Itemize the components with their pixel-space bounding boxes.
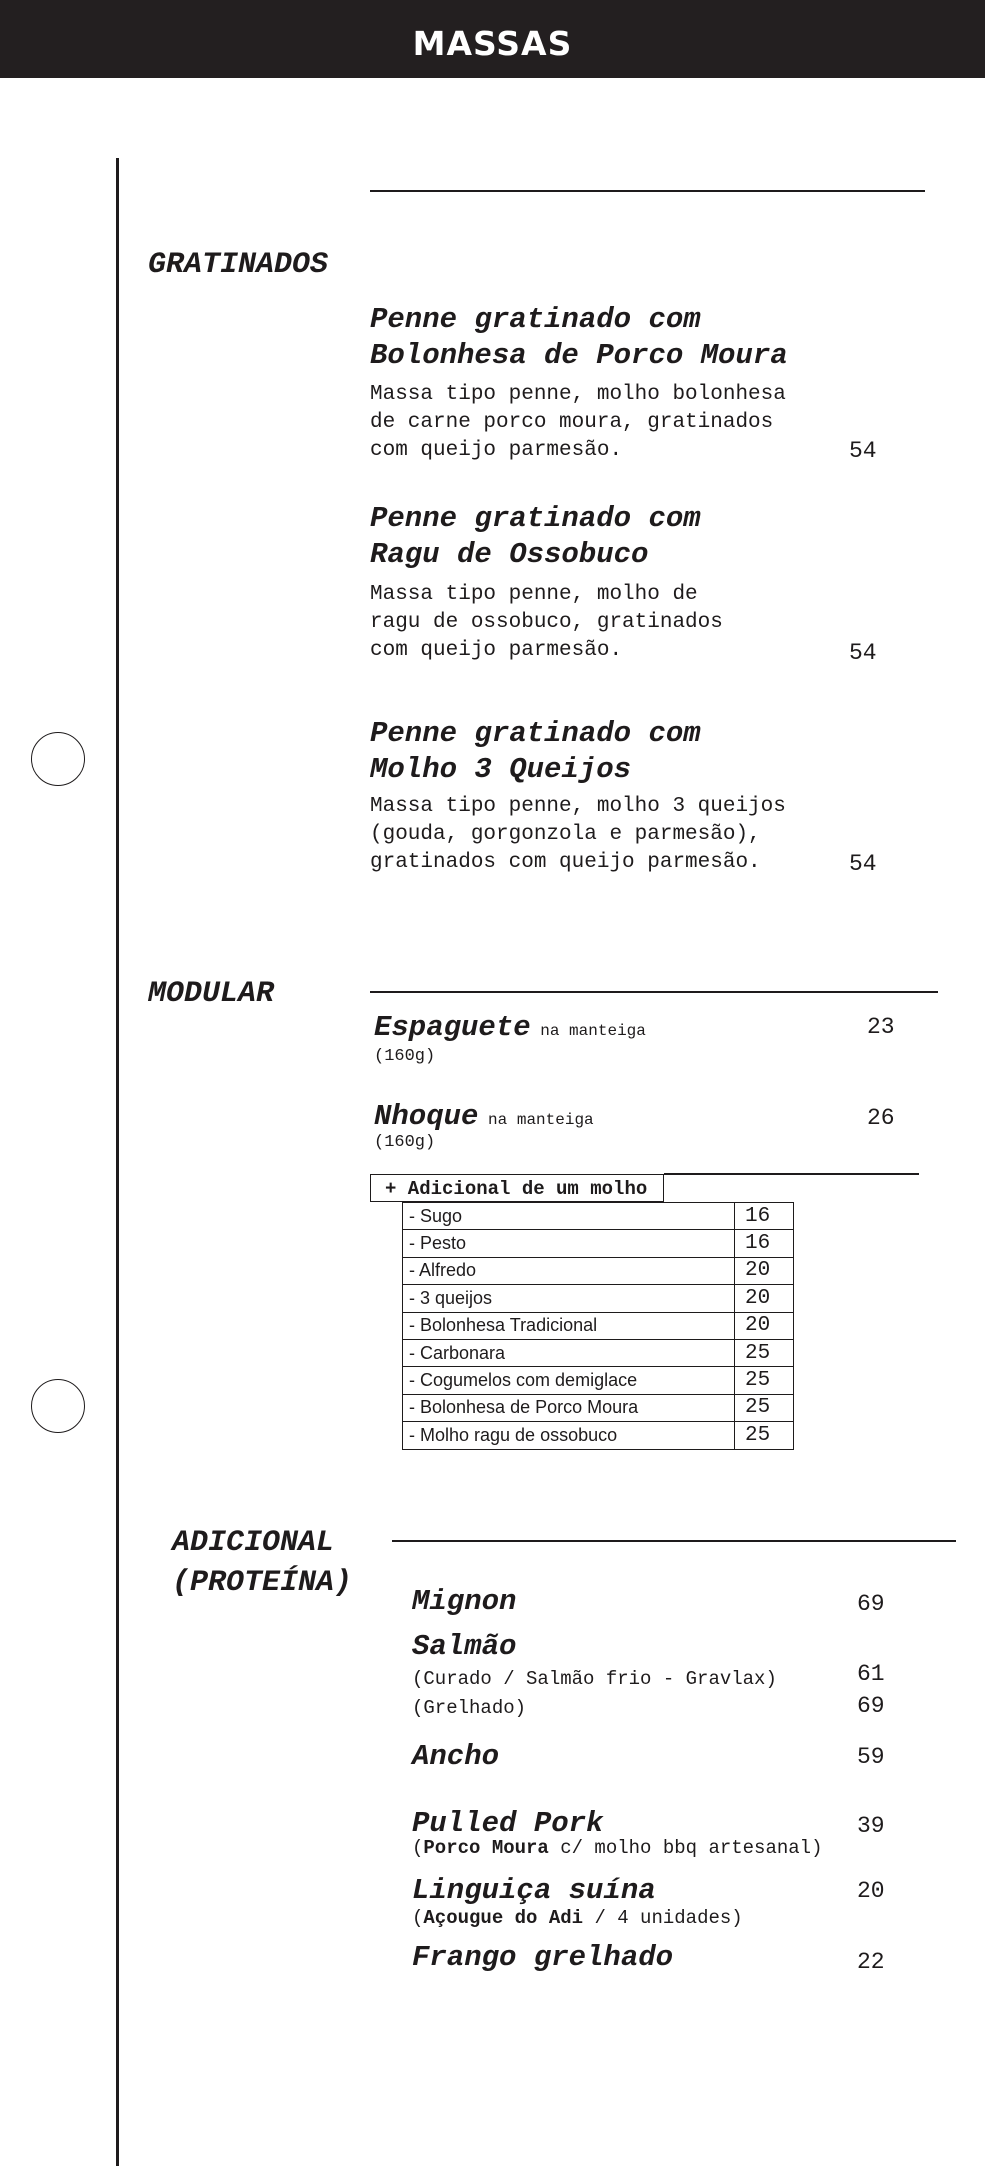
binder-hole — [31, 732, 85, 786]
sauce-price: 25 — [735, 1422, 794, 1449]
table-row — [403, 1339, 794, 1366]
protein-item-name: Pulled Pork — [412, 1807, 604, 1840]
sauce-price: 20 — [735, 1257, 794, 1284]
menu-item-description: Massa tipo penne, molho 3 queijos (gouda, gorgonzola e parmesão), gratinados com queijo parmesão. — [370, 795, 786, 874]
menu-item-name: Nhoque — [374, 1100, 479, 1133]
menu-item-espaguete — [374, 1010, 646, 1046]
protein-item-price: 61 — [857, 1661, 885, 1687]
menu-item-nhoque — [374, 1099, 594, 1135]
protein-item-price: 69 — [857, 1591, 885, 1617]
section-title-adicional: ADICIONAL (PROTEÍNA) — [172, 1526, 353, 1600]
protein-item-price: 59 — [857, 1744, 885, 1770]
table-row — [403, 1203, 794, 1230]
protein-item-option: (Grelhado) — [412, 1697, 527, 1719]
menu-item-price: 26 — [867, 1105, 895, 1131]
header-bar — [0, 0, 985, 78]
section-title-gratinados: GRATINADOS — [148, 248, 329, 282]
table-row — [403, 1394, 794, 1421]
menu-item-description: Massa tipo penne, molho bolonhesa de carne porco moura, gratinados com queijo parmesão. — [370, 383, 786, 462]
menu-item-description: Massa tipo penne, molho de ragu de ossobuco, gratinados com queijo parmesão. — [370, 583, 723, 662]
sauce-name: - Pesto — [403, 1230, 735, 1257]
section-divider — [370, 991, 938, 993]
sauce-table — [402, 1202, 794, 1450]
section-divider — [370, 190, 925, 192]
sauce-price: 25 — [735, 1367, 794, 1394]
protein-item-price: 39 — [857, 1813, 885, 1839]
section-title-modular: MODULAR — [148, 977, 275, 1011]
menu-item-title: Penne gratinado com Molho 3 Queijos — [370, 717, 701, 786]
protein-item-name: Frango grelhado — [412, 1941, 674, 1974]
table-row — [403, 1257, 794, 1284]
protein-item-name: Mignon — [412, 1585, 517, 1618]
sauce-name: - Cogumelos com demiglace — [403, 1367, 735, 1394]
sauce-name: - Bolonhesa Tradicional — [403, 1312, 735, 1339]
protein-item-name: Linguiça suína — [412, 1874, 656, 1907]
menu-item-note: na manteiga — [488, 1111, 594, 1129]
menu-item-name: Espaguete — [374, 1011, 531, 1044]
table-row — [403, 1367, 794, 1394]
menu-item-price: 54 — [849, 438, 877, 464]
protein-item-price: 69 — [857, 1693, 885, 1719]
protein-item-detail: (Açougue do Adi / 4 unidades) — [412, 1907, 743, 1929]
table-row — [403, 1422, 794, 1449]
binder-hole — [31, 1379, 85, 1433]
menu-item-price: 54 — [849, 851, 877, 877]
table-row — [403, 1285, 794, 1312]
sauce-price: 25 — [735, 1394, 794, 1421]
protein-item-name: Salmão — [412, 1630, 517, 1663]
sauce-name: - Alfredo — [403, 1257, 735, 1284]
sauce-name: - Carbonara — [403, 1339, 735, 1366]
sauce-name: - Sugo — [403, 1203, 735, 1230]
sauce-name: - 3 queijos — [403, 1285, 735, 1312]
protein-item-name: Ancho — [412, 1740, 500, 1773]
table-row — [403, 1230, 794, 1257]
menu-item-weight: (160g) — [374, 1047, 436, 1066]
sauce-addon-label: + Adicional de um molho — [370, 1174, 664, 1202]
section-divider — [392, 1540, 956, 1542]
protein-item-option: (Curado / Salmão frio - Gravlax) — [412, 1668, 777, 1690]
protein-item-detail: (Porco Moura c/ molho bbq artesanal) — [412, 1837, 823, 1859]
menu-item-price: 23 — [867, 1014, 895, 1040]
addon-divider — [664, 1173, 919, 1175]
sauce-price: 20 — [735, 1312, 794, 1339]
menu-item-weight: (160g) — [374, 1133, 436, 1152]
table-row — [403, 1312, 794, 1339]
menu-item-price: 54 — [849, 640, 877, 666]
menu-item-note: na manteiga — [540, 1022, 646, 1040]
sauce-name: - Molho ragu de ossobuco — [403, 1422, 735, 1449]
menu-item-title: Penne gratinado com Ragu de Ossobuco — [370, 502, 701, 571]
menu-item-title: Penne gratinado com Bolonhesa de Porco Moura — [370, 303, 788, 372]
protein-item-price: 22 — [857, 1949, 885, 1975]
page-title: MASSAS — [412, 23, 573, 63]
sauce-name: - Bolonhesa de Porco Moura — [403, 1394, 735, 1421]
protein-item-price: 20 — [857, 1878, 885, 1904]
sauce-price: 16 — [735, 1203, 794, 1230]
sauce-price: 16 — [735, 1230, 794, 1257]
sauce-price: 20 — [735, 1285, 794, 1312]
sauce-price: 25 — [735, 1339, 794, 1366]
binder-line — [116, 158, 119, 2166]
